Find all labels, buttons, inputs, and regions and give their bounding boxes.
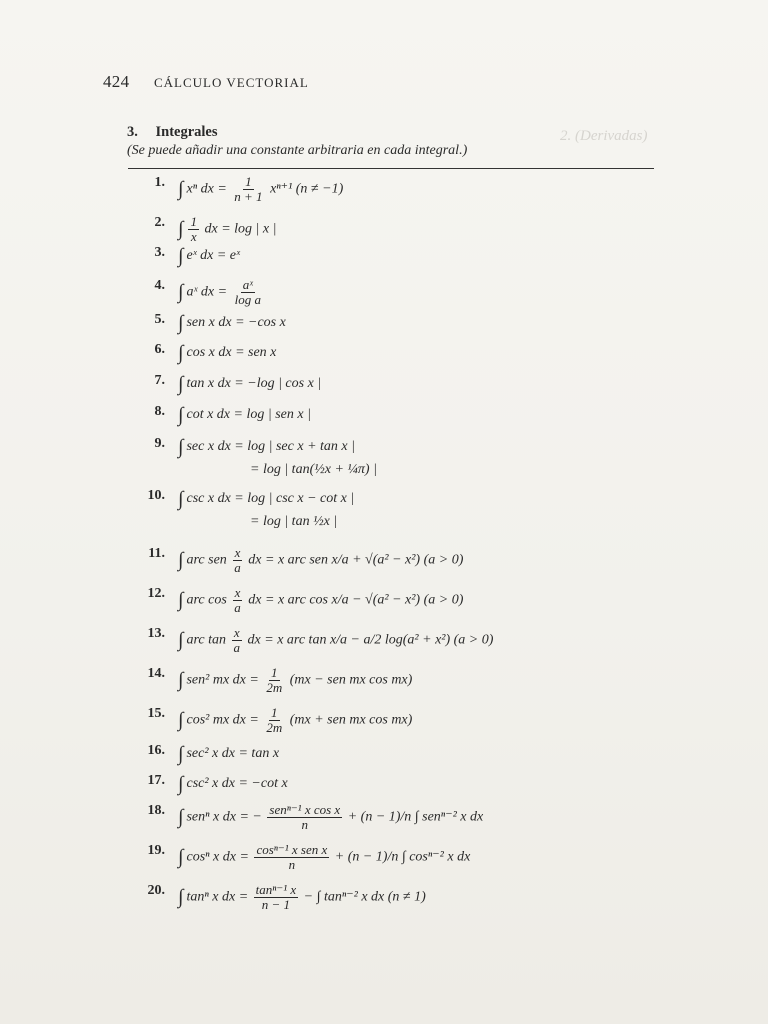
formula-lhs: sen x dx = −cos x (186, 315, 286, 330)
formula-continuation: = log | tan ½x | (250, 514, 338, 529)
integral-sign: ∫ (178, 488, 184, 510)
denominator: n − 1 (261, 896, 291, 912)
denominator: a (234, 559, 241, 575)
numerator: 1 (190, 214, 197, 229)
formula-lhs: arc sen (186, 552, 231, 568)
denominator: log a (234, 291, 261, 307)
integral-number: 3. (154, 245, 165, 260)
integral-formula (178, 546, 463, 574)
integral-formula (178, 488, 354, 511)
page-number: 424 (103, 72, 130, 91)
integral-formula (178, 373, 321, 396)
bleed-through: 2. (Derivadas) (560, 128, 648, 144)
fraction (188, 215, 199, 243)
integral-number: 7. (154, 373, 165, 388)
formula-lhs: sen² mx dx = (186, 672, 263, 688)
formula-lhs: xⁿ dx = (186, 181, 231, 197)
integral-formula (178, 626, 493, 654)
integral-sign: ∫ (178, 373, 184, 395)
divider (128, 168, 654, 169)
integral-formula (178, 175, 343, 203)
integral-formula (178, 773, 288, 796)
numerator: cosⁿ⁻¹ x sen x (256, 842, 328, 857)
numerator: 1 (245, 174, 252, 189)
integral-number: 14. (147, 666, 165, 681)
integral-number: 15. (147, 706, 165, 721)
integral-number: 12. (147, 586, 165, 601)
denominator: x (190, 228, 197, 244)
integral-sign: ∫ (178, 218, 184, 241)
integral-formula (178, 843, 470, 871)
fraction (264, 706, 284, 734)
integral-number: 19. (147, 843, 165, 858)
integral-number: 18. (147, 803, 165, 818)
integral-sign: ∫ (178, 743, 184, 765)
integral-sign: ∫ (178, 281, 184, 304)
integral-number: 17. (147, 773, 165, 788)
running-title: CÁLCULO VECTORIAL (153, 75, 309, 90)
fraction (254, 883, 299, 911)
denominator: n + 1 (234, 188, 263, 204)
integral-number: 4. (154, 278, 165, 293)
integral-number: 5. (154, 312, 165, 327)
numerator: x (234, 585, 241, 600)
formula-lhs: tanⁿ x dx = (186, 889, 252, 905)
integral-formula (178, 883, 426, 911)
formula-rhs: dx = x arc sen x/a + √(a² − x²) (a > 0) (244, 552, 464, 568)
integral-sign: ∫ (178, 886, 184, 909)
integral-formula (178, 404, 311, 427)
integral-number: 9. (154, 436, 165, 451)
integral-formula (178, 586, 463, 614)
formula-rhs: − ∫ tanⁿ⁻² x dx (n ≠ 1) (300, 889, 426, 905)
denominator: n (301, 816, 309, 832)
integral-formula (178, 803, 483, 831)
formula-rhs: dx = x arc cos x/a − √(a² − x²) (a > 0) (244, 592, 464, 608)
integral-formula (178, 706, 412, 734)
formula-lhs: cot x dx = log | sen x | (186, 407, 311, 422)
integral-number: 16. (147, 743, 165, 758)
integral-sign: ∫ (178, 629, 184, 652)
integral-sign: ∫ (178, 589, 184, 612)
formula-lhs: sec x dx = log | sec x + tan x | (186, 439, 355, 454)
integral-formula (178, 666, 412, 694)
fraction (267, 803, 342, 831)
section-heading (127, 124, 218, 141)
denominator: a (233, 639, 241, 655)
formula-lhs: cos² mx dx = (186, 712, 263, 728)
formula-lhs: cos x dx = sen x (186, 345, 277, 360)
section-note: (Se puede añadir una constante arbitraria en cada integral.) (127, 143, 468, 158)
integral-sign: ∫ (178, 312, 184, 334)
integral-number: 13. (147, 626, 165, 641)
fraction (232, 626, 243, 654)
formula-rhs: xⁿ⁺¹ (n ≠ −1) (266, 181, 344, 197)
formula-lhs: arc tan (186, 632, 230, 648)
fraction (264, 666, 284, 694)
formula-rhs: (mx − sen mx cos mx) (286, 672, 413, 688)
numerator: senⁿ⁻¹ x cos x (269, 802, 341, 817)
denominator: 2m (266, 679, 283, 695)
integral-formula (178, 312, 286, 335)
integral-sign: ∫ (178, 669, 184, 692)
fraction (232, 175, 264, 203)
formula-lhs: eˣ dx = eˣ (186, 248, 240, 263)
integral-sign: ∫ (178, 436, 184, 458)
formula-lhs: cosⁿ x dx = (186, 849, 253, 865)
integral-sign: ∫ (178, 404, 184, 426)
formula-lhs: sec² x dx = tan x (186, 746, 280, 761)
integral-number: 10. (147, 488, 165, 503)
integral-formula (178, 436, 355, 459)
integral-number: 1. (154, 175, 165, 190)
integral-formula (178, 342, 276, 365)
integral-sign: ∫ (178, 709, 184, 732)
page-header (103, 72, 309, 92)
integral-number: 20. (147, 883, 165, 898)
numerator: 1 (271, 665, 278, 680)
formula-continuation: = log | tan(½x + ¼π) | (250, 462, 377, 477)
numerator: x (234, 545, 241, 560)
numerator: x (233, 625, 240, 640)
formula-lhs: arc cos (186, 592, 231, 608)
integral-sign: ∫ (178, 549, 184, 572)
formula-rhs: (mx + sen mx cos mx) (286, 712, 413, 728)
numerator: tanⁿ⁻¹ x (255, 882, 297, 897)
fraction (232, 546, 243, 574)
integral-formula (178, 743, 279, 766)
integral-sign: ∫ (178, 178, 184, 201)
integral-sign: ∫ (178, 773, 184, 795)
formula-lhs: tan x dx = −log | cos x | (186, 376, 322, 391)
numerator: 1 (271, 705, 278, 720)
denominator: a (234, 599, 241, 615)
integral-sign: ∫ (178, 342, 184, 364)
formula-rhs: dx = log | x | (200, 221, 277, 237)
fraction (254, 843, 329, 871)
integral-number: 8. (154, 404, 165, 419)
section-title: Integrales (155, 124, 218, 140)
integral-number: 2. (154, 215, 165, 230)
integral-number: 6. (154, 342, 165, 357)
formula-lhs: csc x dx = log | csc x − cot x | (186, 491, 355, 506)
denominator: 2m (266, 719, 283, 735)
numerator: aˣ (242, 277, 253, 292)
section-number: 3. (127, 124, 138, 140)
fraction (232, 586, 243, 614)
integral-number: 11. (148, 546, 165, 561)
formula-lhs: senⁿ x dx = − (186, 809, 266, 825)
formula-rhs: dx = x arc tan x/a − a/2 log(a² + x²) (a > 0) (244, 632, 494, 648)
formula-lhs: aˣ dx = (186, 284, 231, 300)
integral-sign: ∫ (178, 245, 184, 267)
fraction (233, 278, 263, 306)
integral-formula (178, 215, 276, 243)
integral-formula (178, 278, 265, 306)
integral-formula (178, 245, 240, 268)
denominator: n (288, 856, 296, 872)
integral-sign: ∫ (178, 846, 184, 869)
integral-sign: ∫ (178, 806, 184, 829)
formula-rhs: + (n − 1)/n ∫ cosⁿ⁻² x dx (331, 849, 471, 865)
formula-lhs: csc² x dx = −cot x (186, 776, 288, 791)
formula-rhs: + (n − 1)/n ∫ senⁿ⁻² x dx (344, 809, 484, 825)
